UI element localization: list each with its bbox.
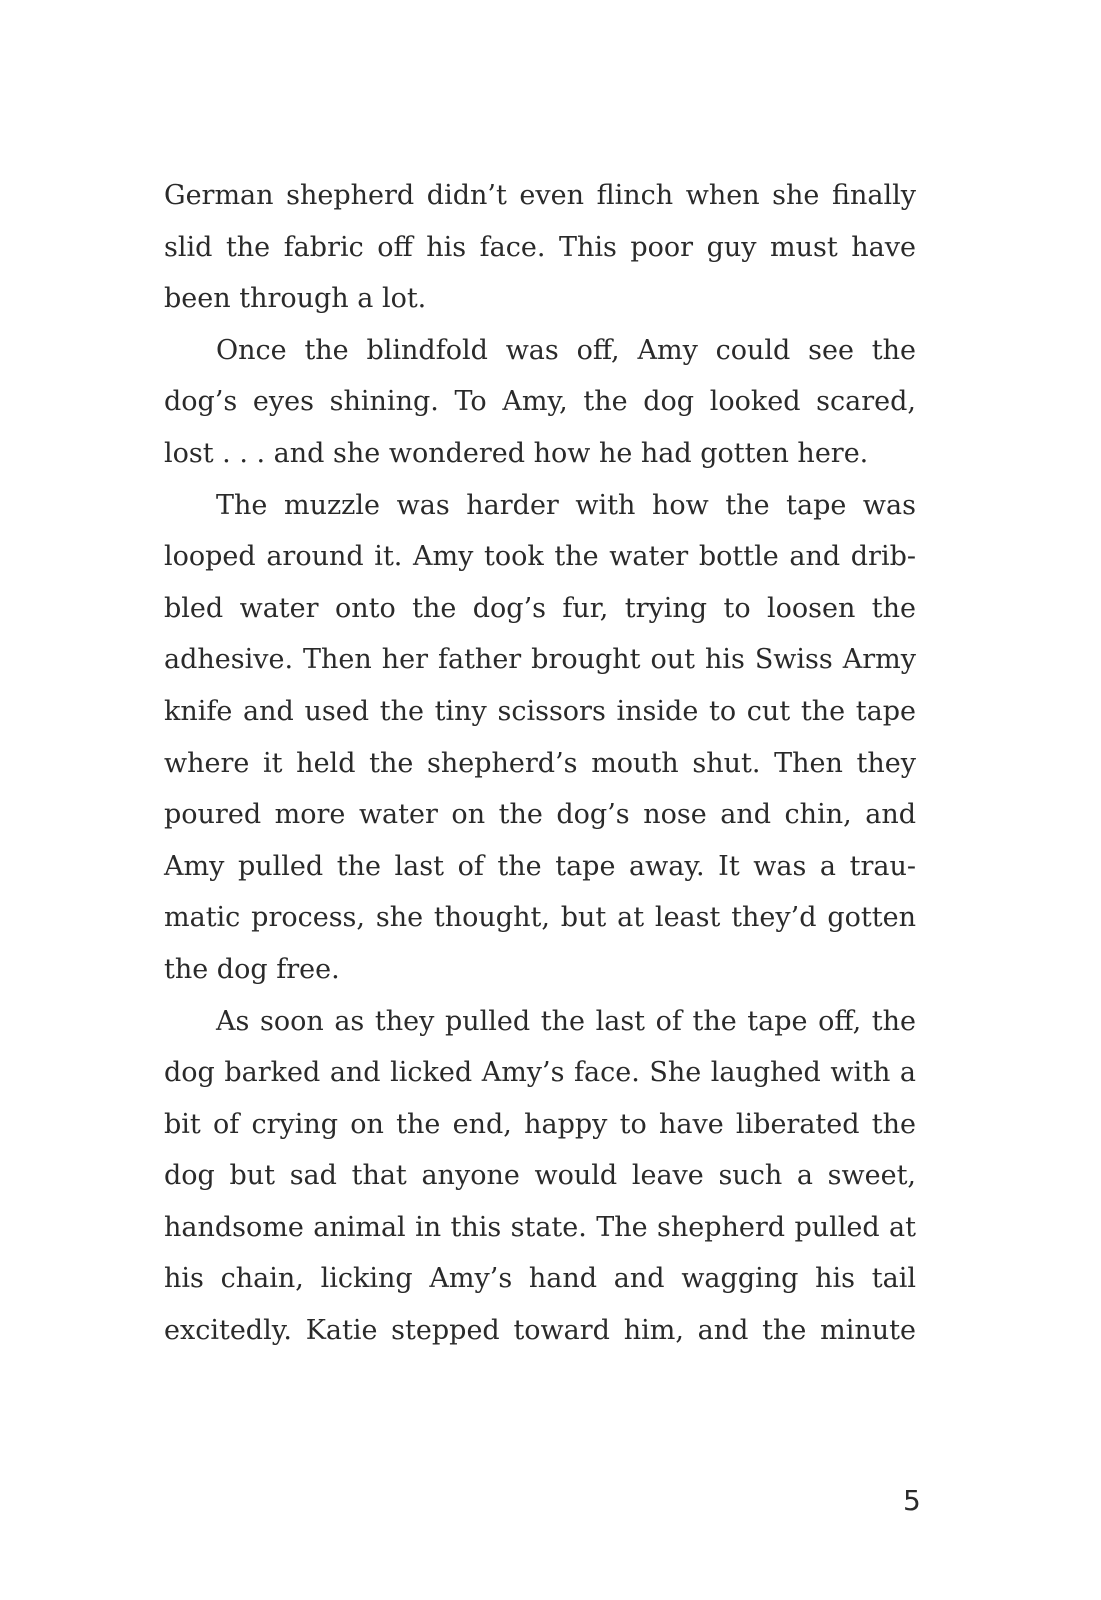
paragraph-first-line: Once the blindfold was off, Amy could see the xyxy=(216,334,916,366)
paragraph-first-line: The muzzle was harder with how the tape was xyxy=(216,489,916,521)
text-line: dog’s eyes shining. To Amy, the dog looked scared, xyxy=(164,386,916,418)
text-line: been through a lot. xyxy=(164,283,427,315)
text-line: matic process, she thought, but at least they’d gotten xyxy=(164,902,916,934)
text-line: excitedly. Katie stepped toward him, and the minute xyxy=(164,1315,916,1347)
text-line: the dog free. xyxy=(164,953,340,985)
text-line: dog but sad that anyone would leave such a sweet, xyxy=(164,1160,916,1192)
text-line: his chain, licking Amy’s hand and wagging his tail xyxy=(164,1263,916,1295)
text-line: knife and used the tiny scissors inside to cut the tape xyxy=(164,695,916,727)
text-line: adhesive. Then her father brought out his Swiss Army xyxy=(164,644,916,676)
text-line: poured more water on the dog’s nose and chin, and xyxy=(164,799,916,831)
text-line: slid the fabric off his face. This poor guy must have xyxy=(164,231,916,263)
text-line: dog barked and licked Amy’s face. She laughed with a xyxy=(164,1057,916,1089)
paragraph-first-line: As soon as they pulled the last of the tape off, the xyxy=(216,1005,916,1037)
text-line: bled water onto the dog’s fur, trying to loosen the xyxy=(164,592,916,624)
text-line: where it held the shepherd’s mouth shut. Then they xyxy=(164,747,916,779)
text-line: German shepherd didn’t even flinch when she finally xyxy=(164,180,916,211)
text-line: Amy pulled the last of the tape away. It was a trau- xyxy=(164,850,916,882)
text-line: handsome animal in this state. The shepherd pulled at xyxy=(164,1211,916,1243)
text-line: looped around it. Amy took the water bottle and drib- xyxy=(164,541,916,573)
page-number: 5 xyxy=(903,1484,921,1517)
text-line: lost . . . and she wondered how he had gotten here. xyxy=(164,437,869,469)
text-line: bit of crying on the end, happy to have liberated the xyxy=(164,1108,916,1140)
body-text xyxy=(164,170,916,1357)
